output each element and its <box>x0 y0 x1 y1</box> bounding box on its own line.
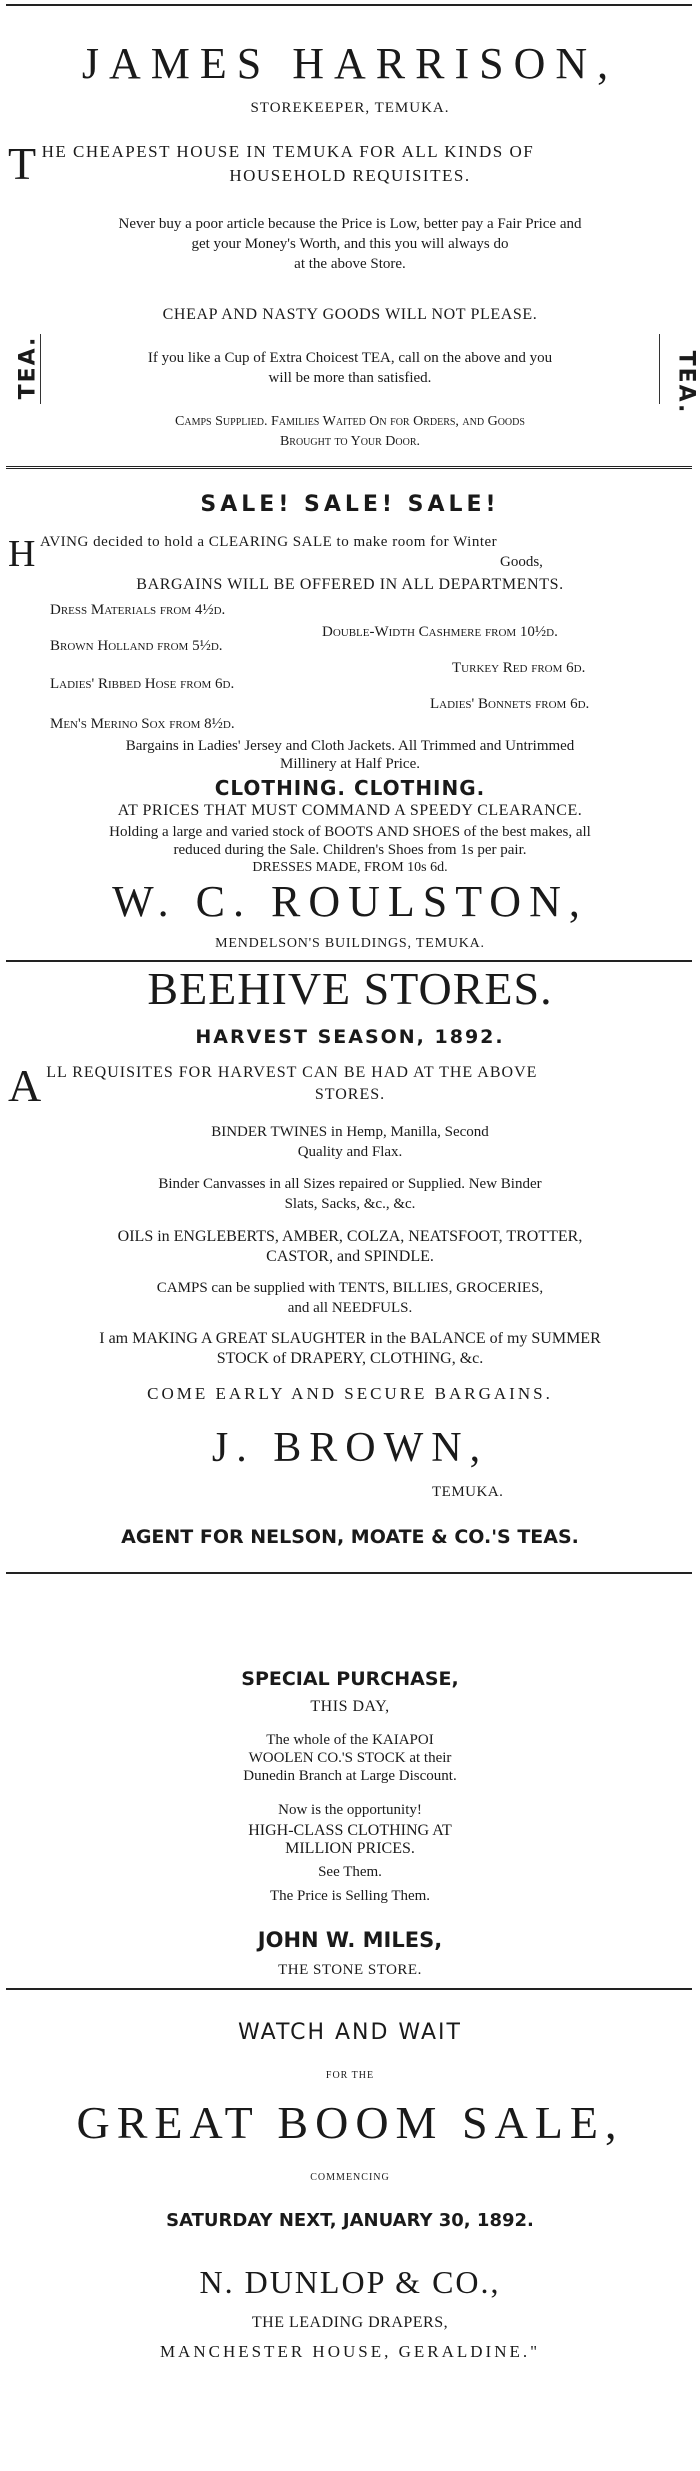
roulston-address: MENDELSON'S BUILDINGS, TEMUKA. <box>215 936 485 951</box>
price-dress-materials: Dress Materials from 4½d. <box>50 602 226 618</box>
camps-supplied-line-1: Camps Supplied. Families Waited On for Orders, and Goods <box>175 414 525 429</box>
special-purchase: SPECIAL PURCHASE, <box>241 1668 459 1690</box>
leading-drapers: THE LEADING DRAPERS, <box>251 2314 449 2331</box>
price-ribbed-hose: Ladies' Ribbed Hose from 6d. <box>50 676 235 692</box>
commencing: COMMENCING <box>310 2172 390 2183</box>
harrison-divider <box>6 466 692 469</box>
never-buy-line-3: at the above Store. <box>294 256 406 272</box>
camps-line-1: CAMPS can be supplied with TENTS, BILLIES, GROCERIES, <box>156 1280 544 1296</box>
slaughter-line-1: I am MAKING A GREAT SLAUGHTER in the BALANCE of my SUMMER <box>99 1330 601 1347</box>
oils-line-2: CASTOR, and SPINDLE. <box>266 1248 434 1265</box>
jersey-line-1: Bargains in Ladies' Jersey and Cloth Jackets. All Trimmed and Untrimmed <box>125 738 575 754</box>
beehive-title: BEEHIVE STORES. <box>147 963 553 1014</box>
opportunity-line: Now is the opportunity! <box>278 1802 422 1818</box>
whole-line-3: Dunedin Branch at Large Discount. <box>243 1768 457 1784</box>
for-the: FOR THE <box>325 2070 375 2081</box>
binder-canvasses-2: Slats, Sacks, &c., &c. <box>284 1196 416 1212</box>
holding-line-2: reduced during the Sale. Children's Shoes from 1s per pair. <box>173 842 527 858</box>
clothing-headline: CLOTHING. CLOTHING. <box>214 776 486 800</box>
slaughter-line-2: STOCK of DRAPERY, CLOTHING, &c. <box>216 1350 484 1367</box>
whole-line-2: WOOLEN CO.'S STOCK at their <box>248 1750 452 1766</box>
price-turkey-red: Turkey Red from 6d. <box>452 660 586 676</box>
household-requisites: HOUSEHOLD REQUISITES. <box>229 166 471 185</box>
beehive-divider <box>6 1572 692 1574</box>
bargains-line: BARGAINS WILL BE OFFERED IN ALL DEPARTMENTS. <box>136 576 564 593</box>
price-merino-sox: Men's Merino Sox from 8½d. <box>50 716 235 732</box>
tea-line-1: If you like a Cup of Extra Choicest TEA, call on the above and you <box>147 350 553 366</box>
miles-name: JOHN W. MILES, <box>257 1928 443 1952</box>
price-ladies-bonnets: Ladies' Bonnets from 6d. <box>430 696 590 712</box>
never-buy-line-1: Never buy a poor article because the Price is Low, better pay a Fair Price and <box>118 216 582 232</box>
manchester-house: MANCHESTER HOUSE, GERALDINE." <box>159 2342 541 2361</box>
tea-box <box>40 334 660 404</box>
binder-twines-1: BINDER TWINES in Hemp, Manilla, Second <box>211 1124 489 1140</box>
all-requisites-stores: STORES. <box>314 1086 386 1103</box>
dropcap-h: H <box>8 533 36 575</box>
tea-left-label: TEA. <box>15 335 41 400</box>
harrison-name: JAMES HARRISON, <box>81 39 619 88</box>
high-class-line-1: HIGH-CLASS CLOTHING AT <box>248 1822 452 1839</box>
oils-line-1: OILS in ENGLEBERTS, AMBER, COLZA, NEATSFOOT, TROTTER, <box>117 1228 583 1245</box>
binder-twines-2: Quality and Flax. <box>297 1144 403 1160</box>
roulston-name: W. C. ROULSTON, <box>112 877 588 926</box>
price-cashmere: Double-Width Cashmere from 10½d. <box>322 624 558 640</box>
brown-name: J. BROWN, <box>211 1425 489 1471</box>
dunlop-name: N. DUNLOP & CO., <box>199 2264 501 2300</box>
cheapest-house-line: THE CHEAPEST HOUSE IN TEMUKA FOR ALL KINDS OF <box>8 138 535 189</box>
jersey-line-2: Millinery at Half Price. <box>280 756 420 772</box>
harrison-subtitle: STOREKEEPER, TEMUKA. <box>250 100 450 116</box>
stone-store: THE STONE STORE. <box>278 1962 422 1978</box>
having-goods: Goods, <box>500 554 543 570</box>
dresses-made-line: DRESSES MADE, FROM 10s 6d. <box>252 860 448 875</box>
price-brown-holland: Brown Holland from 5½d. <box>50 638 223 654</box>
dropcap-a: A <box>8 1060 43 1111</box>
tea-right-label: TEA. <box>673 350 699 415</box>
great-boom-sale: GREAT BOOM SALE, <box>76 2097 624 2148</box>
top-rule <box>6 4 692 6</box>
brown-town: TEMUKA. <box>432 1484 504 1500</box>
speedy-clearance-line: AT PRICES THAT MUST COMMAND A SPEEDY CLEARANCE. <box>117 802 583 819</box>
all-requisites-line: ALL REQUISITES FOR HARVEST CAN BE HAD AT THE ABOVE <box>8 1060 538 1111</box>
binder-canvasses-1: Binder Canvasses in all Sizes repaired or Supplied. New Binder <box>158 1176 542 1192</box>
come-early-line: COME EARLY AND SECURE BARGAINS. <box>147 1384 553 1403</box>
miles-divider <box>6 1988 692 1990</box>
watch-and-wait: WATCH AND WAIT <box>238 2020 462 2045</box>
camps-supplied-line-2: Brought to Your Door. <box>279 434 421 449</box>
cheap-nasty-line: CHEAP AND NASTY GOODS WILL NOT PLEASE. <box>162 306 538 323</box>
this-day: THIS DAY, <box>310 1698 390 1715</box>
dropcap-t: T <box>8 138 38 189</box>
holding-line-1: Holding a large and varied stock of BOOTS AND SHOES of the best makes, all <box>109 824 591 840</box>
high-class-line-2: MILLION PRICES. <box>285 1840 415 1857</box>
having-line: HAVING decided to hold a CLEARING SALE to make room for Winter <box>8 533 498 575</box>
agent-line: AGENT FOR NELSON, MOATE & CO.'S TEAS. <box>121 1526 579 1548</box>
price-selling: The Price is Selling Them. <box>269 1888 431 1904</box>
sale-headline: SALE! SALE! SALE! <box>200 492 500 517</box>
see-them: See Them. <box>318 1864 382 1880</box>
whole-line-1: The whole of the KAIAPOI <box>266 1732 434 1748</box>
sale-date: SATURDAY NEXT, JANUARY 30, 1892. <box>166 2210 534 2231</box>
camps-line-2: and all NEEDFULS. <box>287 1300 413 1316</box>
harvest-season: HARVEST SEASON, 1892. <box>195 1026 505 1048</box>
never-buy-line-2: get your Money's Worth, and this you will always do <box>191 236 509 252</box>
tea-line-2: will be more than satisfied. <box>268 370 432 386</box>
